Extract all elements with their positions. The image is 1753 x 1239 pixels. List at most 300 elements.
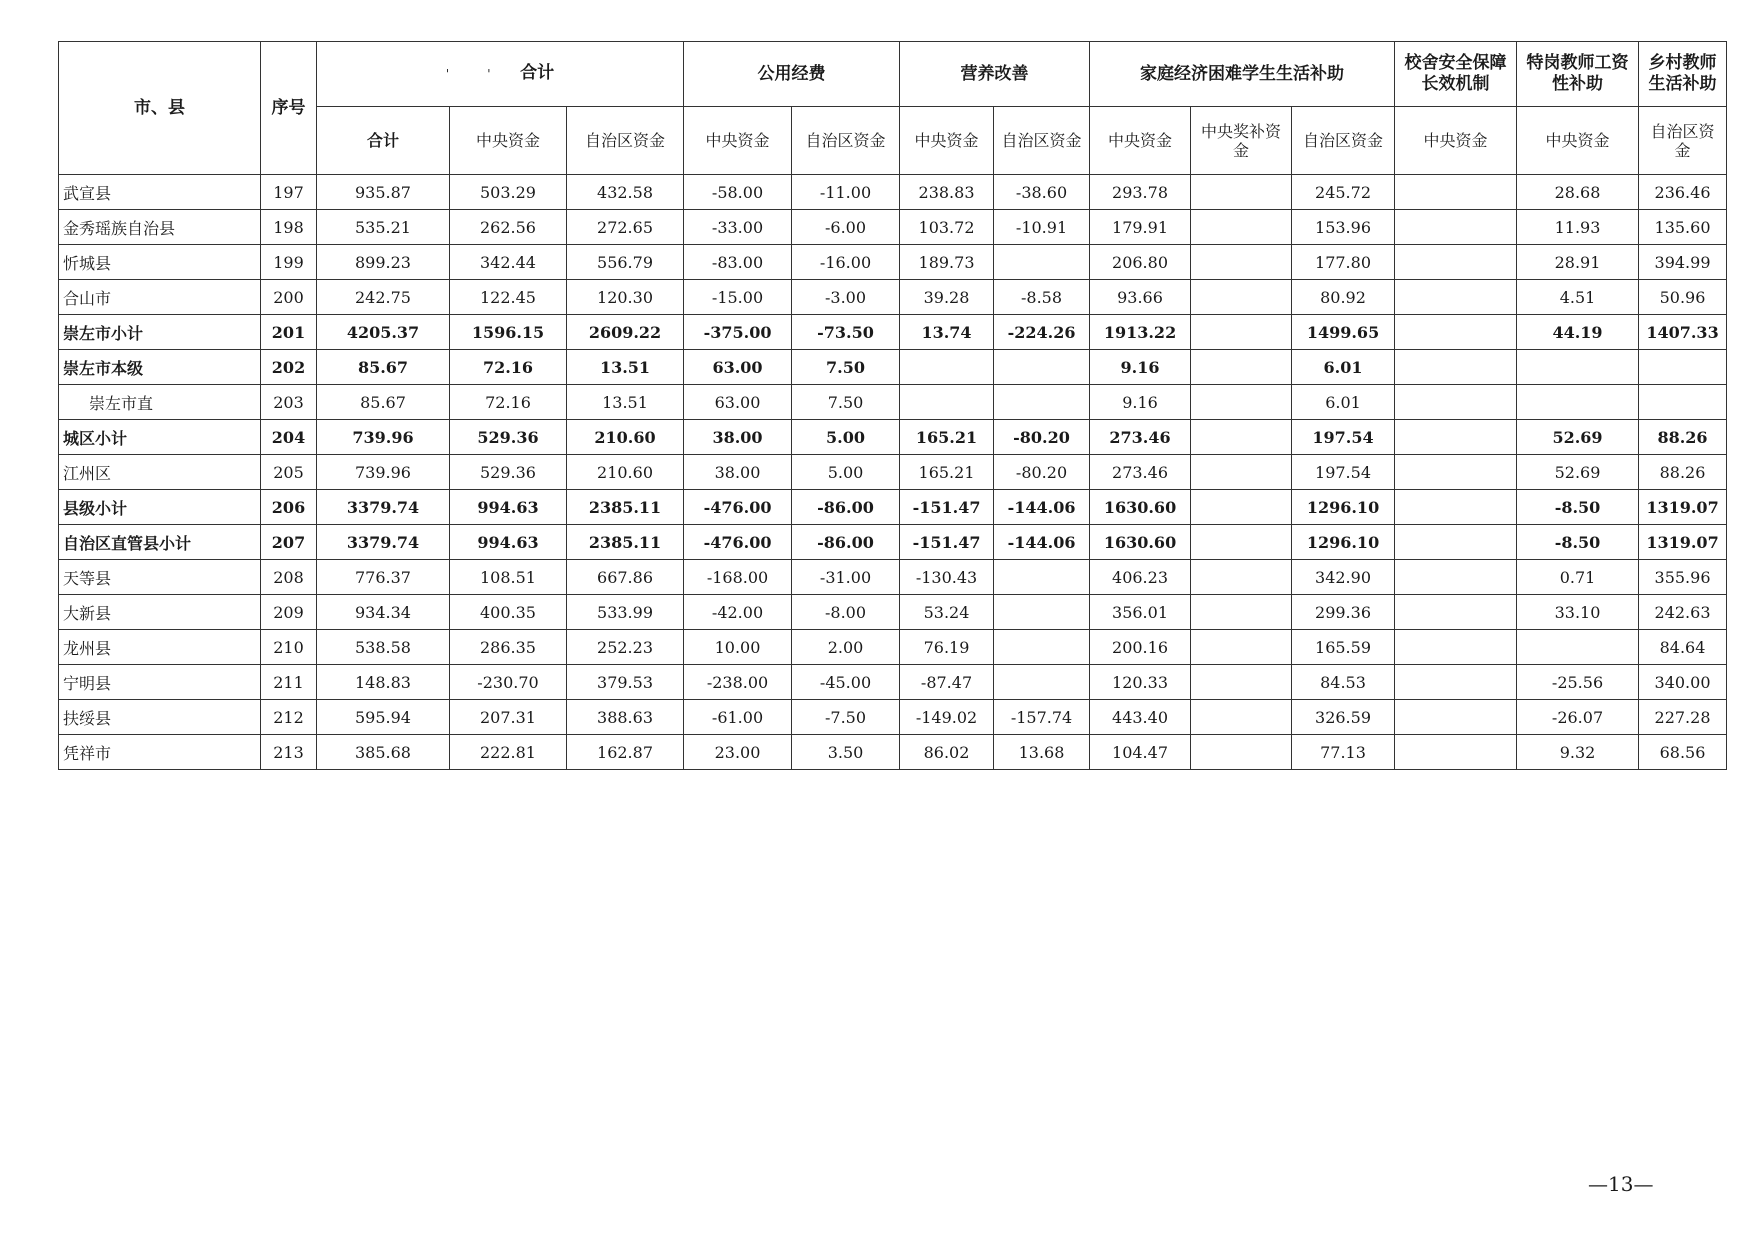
cell-total: 85.67 — [317, 385, 450, 420]
cell-pov-region: 6.01 — [1292, 385, 1395, 420]
cell-public-region: 5.00 — [792, 420, 900, 455]
cell-total: 739.96 — [317, 420, 450, 455]
cell-rural-region: 227.28 — [1639, 700, 1727, 735]
cell-special-central — [1517, 385, 1639, 420]
cell-rural-region: 340.00 — [1639, 665, 1727, 700]
cell-safety-central — [1395, 350, 1517, 385]
cell-total-region: 13.51 — [567, 350, 684, 385]
table-header — [59, 42, 1727, 175]
cell-special-central: 0.71 — [1517, 560, 1639, 595]
cell-name: 宁明县 — [59, 665, 261, 700]
cell-pov-central: 293.78 — [1090, 175, 1191, 210]
cell-total-region: 210.60 — [567, 455, 684, 490]
cell-total: 595.94 — [317, 700, 450, 735]
cell-public-region: -8.00 — [792, 595, 900, 630]
cell-public-central: -375.00 — [684, 315, 792, 350]
cell-total-region: 533.99 — [567, 595, 684, 630]
cell-safety-central — [1395, 595, 1517, 630]
cell-total-region: 667.86 — [567, 560, 684, 595]
cell-pov-central: 443.40 — [1090, 700, 1191, 735]
cell-seq: 208 — [261, 560, 317, 595]
cell-total-region: 2385.11 — [567, 490, 684, 525]
cell-seq: 199 — [261, 245, 317, 280]
cell-rural-region — [1639, 350, 1727, 385]
cell-public-central: -15.00 — [684, 280, 792, 315]
cell-rural-region: 88.26 — [1639, 420, 1727, 455]
cell-pov-reward — [1191, 210, 1292, 245]
cell-nutr-region: -8.58 — [994, 280, 1090, 315]
cell-total: 148.83 — [317, 665, 450, 700]
cell-public-central: -476.00 — [684, 490, 792, 525]
table-row — [59, 560, 1727, 595]
cell-seq: 205 — [261, 455, 317, 490]
cell-total: 4205.37 — [317, 315, 450, 350]
cell-total-region: 252.23 — [567, 630, 684, 665]
cell-nutr-region — [994, 385, 1090, 420]
subheader-nutrition-central: 中央资金 — [900, 107, 994, 175]
cell-nutr-region: -144.06 — [994, 490, 1090, 525]
cell-total-region: 2385.11 — [567, 525, 684, 560]
table-row — [59, 630, 1727, 665]
header-total-label: 合计 — [520, 63, 555, 83]
page-number: —13— — [1588, 1172, 1654, 1196]
cell-total: 934.34 — [317, 595, 450, 630]
cell-seq: 206 — [261, 490, 317, 525]
cell-pov-region: 299.36 — [1292, 595, 1395, 630]
cell-name: 城区小计 — [59, 420, 261, 455]
cell-nutr-central: 189.73 — [900, 245, 994, 280]
cell-safety-central — [1395, 700, 1517, 735]
cell-name: 江州区 — [59, 455, 261, 490]
cell-name: 崇左市本级 — [59, 350, 261, 385]
cell-pov-region: 1296.10 — [1292, 490, 1395, 525]
cell-total-region: 272.65 — [567, 210, 684, 245]
cell-total-region: 210.60 — [567, 420, 684, 455]
cell-nutr-central: 103.72 — [900, 210, 994, 245]
cell-total: 538.58 — [317, 630, 450, 665]
cell-seq: 201 — [261, 315, 317, 350]
cell-pov-central: 206.80 — [1090, 245, 1191, 280]
cell-pov-central: 1630.60 — [1090, 490, 1191, 525]
cell-pov-reward — [1191, 175, 1292, 210]
cell-pov-central: 200.16 — [1090, 630, 1191, 665]
cell-public-central: 23.00 — [684, 735, 792, 770]
cell-pov-region: 77.13 — [1292, 735, 1395, 770]
cell-rural-region: 50.96 — [1639, 280, 1727, 315]
cell-total: 3379.74 — [317, 490, 450, 525]
cell-pov-reward — [1191, 665, 1292, 700]
cell-special-central — [1517, 350, 1639, 385]
header-school-safety: 校舍安全保障长效机制 — [1395, 42, 1517, 107]
cell-nutr-region: -144.06 — [994, 525, 1090, 560]
cell-public-central: -476.00 — [684, 525, 792, 560]
cell-public-central: -83.00 — [684, 245, 792, 280]
cell-pov-reward — [1191, 735, 1292, 770]
cell-special-central: -25.56 — [1517, 665, 1639, 700]
cell-public-central: -33.00 — [684, 210, 792, 245]
table-row — [59, 665, 1727, 700]
cell-nutr-region: -10.91 — [994, 210, 1090, 245]
cell-total: 899.23 — [317, 245, 450, 280]
cell-name: 龙州县 — [59, 630, 261, 665]
cell-seq: 211 — [261, 665, 317, 700]
subheader-poverty-reward: 中央奖补资金 — [1191, 107, 1292, 175]
cell-rural-region: 1319.07 — [1639, 490, 1727, 525]
cell-nutr-region — [994, 560, 1090, 595]
cell-total: 935.87 — [317, 175, 450, 210]
cell-nutr-region: 13.68 — [994, 735, 1090, 770]
cell-nutr-region: -80.20 — [994, 455, 1090, 490]
header-region: 市、县 — [59, 42, 261, 175]
cell-safety-central — [1395, 280, 1517, 315]
cell-seq: 202 — [261, 350, 317, 385]
cell-total-central: 108.51 — [450, 560, 567, 595]
cell-safety-central — [1395, 490, 1517, 525]
cell-pov-reward — [1191, 490, 1292, 525]
cell-total-region: 388.63 — [567, 700, 684, 735]
cell-public-central: 38.00 — [684, 420, 792, 455]
cell-pov-central: 9.16 — [1090, 385, 1191, 420]
cell-pov-region: 245.72 — [1292, 175, 1395, 210]
cell-name: 金秀瑶族自治县 — [59, 210, 261, 245]
cell-total-central: 222.81 — [450, 735, 567, 770]
cell-total-central: 207.31 — [450, 700, 567, 735]
cell-nutr-region — [994, 595, 1090, 630]
cell-safety-central — [1395, 665, 1517, 700]
cell-name: 天等县 — [59, 560, 261, 595]
cell-pov-reward — [1191, 350, 1292, 385]
table-row — [59, 525, 1727, 560]
cell-public-central: -42.00 — [684, 595, 792, 630]
cell-total-central: 529.36 — [450, 420, 567, 455]
cell-pov-region: 1499.65 — [1292, 315, 1395, 350]
cell-rural-region: 68.56 — [1639, 735, 1727, 770]
cell-special-central: 44.19 — [1517, 315, 1639, 350]
table-row — [59, 455, 1727, 490]
cell-special-central: -8.50 — [1517, 490, 1639, 525]
cell-nutr-region — [994, 350, 1090, 385]
cell-seq: 197 — [261, 175, 317, 210]
cell-pov-reward — [1191, 630, 1292, 665]
table-row — [59, 245, 1727, 280]
cell-rural-region: 84.64 — [1639, 630, 1727, 665]
cell-public-region: -3.00 — [792, 280, 900, 315]
cell-seq: 198 — [261, 210, 317, 245]
cell-nutr-central — [900, 385, 994, 420]
cell-pov-region: 342.90 — [1292, 560, 1395, 595]
cell-seq: 200 — [261, 280, 317, 315]
cell-public-region: 7.50 — [792, 385, 900, 420]
cell-total-central: 122.45 — [450, 280, 567, 315]
cell-nutr-central: 165.21 — [900, 455, 994, 490]
cell-seq: 213 — [261, 735, 317, 770]
cell-special-central: 52.69 — [1517, 420, 1639, 455]
cell-nutr-central: 39.28 — [900, 280, 994, 315]
cell-pov-region: 84.53 — [1292, 665, 1395, 700]
table-row — [59, 175, 1727, 210]
table-row — [59, 210, 1727, 245]
cell-nutr-central: -130.43 — [900, 560, 994, 595]
cell-public-central: 63.00 — [684, 385, 792, 420]
cell-public-central: 10.00 — [684, 630, 792, 665]
cell-special-central — [1517, 630, 1639, 665]
cell-pov-central: 104.47 — [1090, 735, 1191, 770]
cell-pov-reward — [1191, 560, 1292, 595]
subheader-safety-central: 中央资金 — [1395, 107, 1517, 175]
cell-public-central: 63.00 — [684, 350, 792, 385]
cell-nutr-central: 76.19 — [900, 630, 994, 665]
cell-pov-central: 356.01 — [1090, 595, 1191, 630]
cell-nutr-central — [900, 350, 994, 385]
cell-safety-central — [1395, 560, 1517, 595]
cell-special-central: 28.68 — [1517, 175, 1639, 210]
cell-total-region: 379.53 — [567, 665, 684, 700]
cell-name: 崇左市直 — [59, 385, 261, 420]
header-special-teacher: 特岗教师工资性补助 — [1517, 42, 1639, 107]
cell-public-region: -7.50 — [792, 700, 900, 735]
cell-nutr-region: -80.20 — [994, 420, 1090, 455]
cell-pov-reward — [1191, 595, 1292, 630]
budget-table-container — [58, 41, 1727, 770]
cell-public-central: -61.00 — [684, 700, 792, 735]
cell-total-central: 262.56 — [450, 210, 567, 245]
cell-nutr-central: 238.83 — [900, 175, 994, 210]
cell-pov-central: 273.46 — [1090, 455, 1191, 490]
cell-rural-region: 88.26 — [1639, 455, 1727, 490]
cell-pov-central: 179.91 — [1090, 210, 1191, 245]
cell-public-region: -86.00 — [792, 525, 900, 560]
cell-total-region: 556.79 — [567, 245, 684, 280]
cell-pov-region: 177.80 — [1292, 245, 1395, 280]
cell-nutr-central: -87.47 — [900, 665, 994, 700]
subheader-total-region: 自治区资金 — [567, 107, 684, 175]
cell-seq: 210 — [261, 630, 317, 665]
subheader-poverty-region: 自治区资金 — [1292, 107, 1395, 175]
cell-public-region: 2.00 — [792, 630, 900, 665]
cell-pov-region: 6.01 — [1292, 350, 1395, 385]
cell-name: 忻城县 — [59, 245, 261, 280]
header-nutrition: 营养改善 — [900, 42, 1090, 107]
cell-safety-central — [1395, 735, 1517, 770]
cell-rural-region: 236.46 — [1639, 175, 1727, 210]
cell-rural-region: 242.63 — [1639, 595, 1727, 630]
cell-seq: 207 — [261, 525, 317, 560]
cell-nutr-region: -38.60 — [994, 175, 1090, 210]
subheader-rural-region: 自治区资金 — [1639, 107, 1727, 175]
cell-nutr-region — [994, 245, 1090, 280]
cell-safety-central — [1395, 210, 1517, 245]
cell-total-region: 162.87 — [567, 735, 684, 770]
cell-total: 776.37 — [317, 560, 450, 595]
header-total-group — [317, 42, 684, 107]
cell-total-central: 503.29 — [450, 175, 567, 210]
cell-rural-region — [1639, 385, 1727, 420]
cell-pov-central: 93.66 — [1090, 280, 1191, 315]
cell-nutr-central: 53.24 — [900, 595, 994, 630]
cell-public-region: -86.00 — [792, 490, 900, 525]
cell-nutr-region — [994, 665, 1090, 700]
cell-pov-central: 120.33 — [1090, 665, 1191, 700]
cell-nutr-central: 165.21 — [900, 420, 994, 455]
cell-total: 3379.74 — [317, 525, 450, 560]
cell-nutr-region — [994, 630, 1090, 665]
cell-rural-region: 1407.33 — [1639, 315, 1727, 350]
cell-public-region: 7.50 — [792, 350, 900, 385]
cell-nutr-central: 86.02 — [900, 735, 994, 770]
cell-total: 739.96 — [317, 455, 450, 490]
cell-pov-central: 273.46 — [1090, 420, 1191, 455]
cell-total-central: 1596.15 — [450, 315, 567, 350]
cell-total-central: 286.35 — [450, 630, 567, 665]
cell-pov-region: 326.59 — [1292, 700, 1395, 735]
cell-pov-reward — [1191, 525, 1292, 560]
cell-name: 崇左市小计 — [59, 315, 261, 350]
cell-public-region: -6.00 — [792, 210, 900, 245]
cell-name: 自治区直管县小计 — [59, 525, 261, 560]
cell-special-central: 28.91 — [1517, 245, 1639, 280]
cell-public-region: 3.50 — [792, 735, 900, 770]
table-row — [59, 385, 1727, 420]
cell-rural-region: 355.96 — [1639, 560, 1727, 595]
cell-total-central: 994.63 — [450, 525, 567, 560]
table-row — [59, 420, 1727, 455]
cell-total-central: 529.36 — [450, 455, 567, 490]
cell-pov-reward — [1191, 280, 1292, 315]
header-public-funds: 公用经费 — [684, 42, 900, 107]
cell-total-central: 994.63 — [450, 490, 567, 525]
header-seq: 序号 — [261, 42, 317, 175]
cell-pov-reward — [1191, 700, 1292, 735]
subheader-public-central: 中央资金 — [684, 107, 792, 175]
cell-total-central: -230.70 — [450, 665, 567, 700]
table-body — [59, 175, 1727, 770]
cell-special-central: -26.07 — [1517, 700, 1639, 735]
table-row — [59, 490, 1727, 525]
cell-safety-central — [1395, 175, 1517, 210]
cell-total: 385.68 — [317, 735, 450, 770]
cell-name: 合山市 — [59, 280, 261, 315]
cell-pov-central: 1630.60 — [1090, 525, 1191, 560]
header-poverty-subsidy: 家庭经济困难学生生活补助 — [1090, 42, 1395, 107]
cell-public-region: -45.00 — [792, 665, 900, 700]
cell-seq: 204 — [261, 420, 317, 455]
cell-safety-central — [1395, 385, 1517, 420]
cell-pov-region: 1296.10 — [1292, 525, 1395, 560]
cell-pov-region: 153.96 — [1292, 210, 1395, 245]
table-row — [59, 280, 1727, 315]
subheader-poverty-central: 中央资金 — [1090, 107, 1191, 175]
table-row — [59, 735, 1727, 770]
table-row — [59, 700, 1727, 735]
table-row — [59, 315, 1727, 350]
cell-pov-reward — [1191, 245, 1292, 280]
cell-nutr-region: -157.74 — [994, 700, 1090, 735]
cell-seq: 203 — [261, 385, 317, 420]
cell-safety-central — [1395, 630, 1517, 665]
cell-public-central: 38.00 — [684, 455, 792, 490]
subheader-nutrition-region: 自治区资金 — [994, 107, 1090, 175]
cell-nutr-region: -224.26 — [994, 315, 1090, 350]
cell-pov-reward — [1191, 315, 1292, 350]
cell-total-region: 13.51 — [567, 385, 684, 420]
cell-total-central: 342.44 — [450, 245, 567, 280]
cell-special-central: 33.10 — [1517, 595, 1639, 630]
cell-nutr-central: -149.02 — [900, 700, 994, 735]
subheader-total-central: 中央资金 — [450, 107, 567, 175]
cell-total: 535.21 — [317, 210, 450, 245]
cell-pov-region: 165.59 — [1292, 630, 1395, 665]
cell-public-central: -58.00 — [684, 175, 792, 210]
cell-safety-central — [1395, 420, 1517, 455]
cell-pov-region: 197.54 — [1292, 420, 1395, 455]
cell-public-region: -11.00 — [792, 175, 900, 210]
cell-name: 扶绥县 — [59, 700, 261, 735]
cell-total: 85.67 — [317, 350, 450, 385]
cell-seq: 209 — [261, 595, 317, 630]
table-row — [59, 595, 1727, 630]
cell-name: 武宣县 — [59, 175, 261, 210]
cell-total-central: 72.16 — [450, 385, 567, 420]
cell-total-region: 432.58 — [567, 175, 684, 210]
cell-rural-region: 394.99 — [1639, 245, 1727, 280]
cell-total-region: 2609.22 — [567, 315, 684, 350]
cell-public-central: -238.00 — [684, 665, 792, 700]
cell-name: 凭祥市 — [59, 735, 261, 770]
cell-total: 242.75 — [317, 280, 450, 315]
table-row — [59, 350, 1727, 385]
cell-pov-central: 9.16 — [1090, 350, 1191, 385]
cell-pov-central: 406.23 — [1090, 560, 1191, 595]
cell-nutr-central: 13.74 — [900, 315, 994, 350]
cell-public-region: -31.00 — [792, 560, 900, 595]
cell-total-central: 400.35 — [450, 595, 567, 630]
cell-total-region: 120.30 — [567, 280, 684, 315]
cell-pov-region: 197.54 — [1292, 455, 1395, 490]
cell-pov-reward — [1191, 385, 1292, 420]
cell-pov-region: 80.92 — [1292, 280, 1395, 315]
cell-safety-central — [1395, 315, 1517, 350]
cell-pov-reward — [1191, 420, 1292, 455]
cell-pov-central: 1913.22 — [1090, 315, 1191, 350]
budget-allocation-table — [58, 41, 1727, 770]
cell-safety-central — [1395, 455, 1517, 490]
subheader-public-region: 自治区资金 — [792, 107, 900, 175]
cell-public-region: -73.50 — [792, 315, 900, 350]
cell-safety-central — [1395, 245, 1517, 280]
cell-pov-reward — [1191, 455, 1292, 490]
cell-seq: 212 — [261, 700, 317, 735]
cell-safety-central — [1395, 525, 1517, 560]
cell-special-central: 11.93 — [1517, 210, 1639, 245]
cell-public-central: -168.00 — [684, 560, 792, 595]
subheader-total: 合计 — [317, 107, 450, 175]
header-total-marks: ' ' — [445, 67, 491, 81]
cell-name: 县级小计 — [59, 490, 261, 525]
cell-rural-region: 135.60 — [1639, 210, 1727, 245]
cell-total-central: 72.16 — [450, 350, 567, 385]
subheader-special-central: 中央资金 — [1517, 107, 1639, 175]
cell-rural-region: 1319.07 — [1639, 525, 1727, 560]
cell-special-central: -8.50 — [1517, 525, 1639, 560]
header-rural-teacher: 乡村教师生活补助 — [1639, 42, 1727, 107]
cell-special-central: 52.69 — [1517, 455, 1639, 490]
cell-special-central: 4.51 — [1517, 280, 1639, 315]
cell-public-region: -16.00 — [792, 245, 900, 280]
cell-public-region: 5.00 — [792, 455, 900, 490]
cell-nutr-central: -151.47 — [900, 525, 994, 560]
cell-name: 大新县 — [59, 595, 261, 630]
cell-nutr-central: -151.47 — [900, 490, 994, 525]
